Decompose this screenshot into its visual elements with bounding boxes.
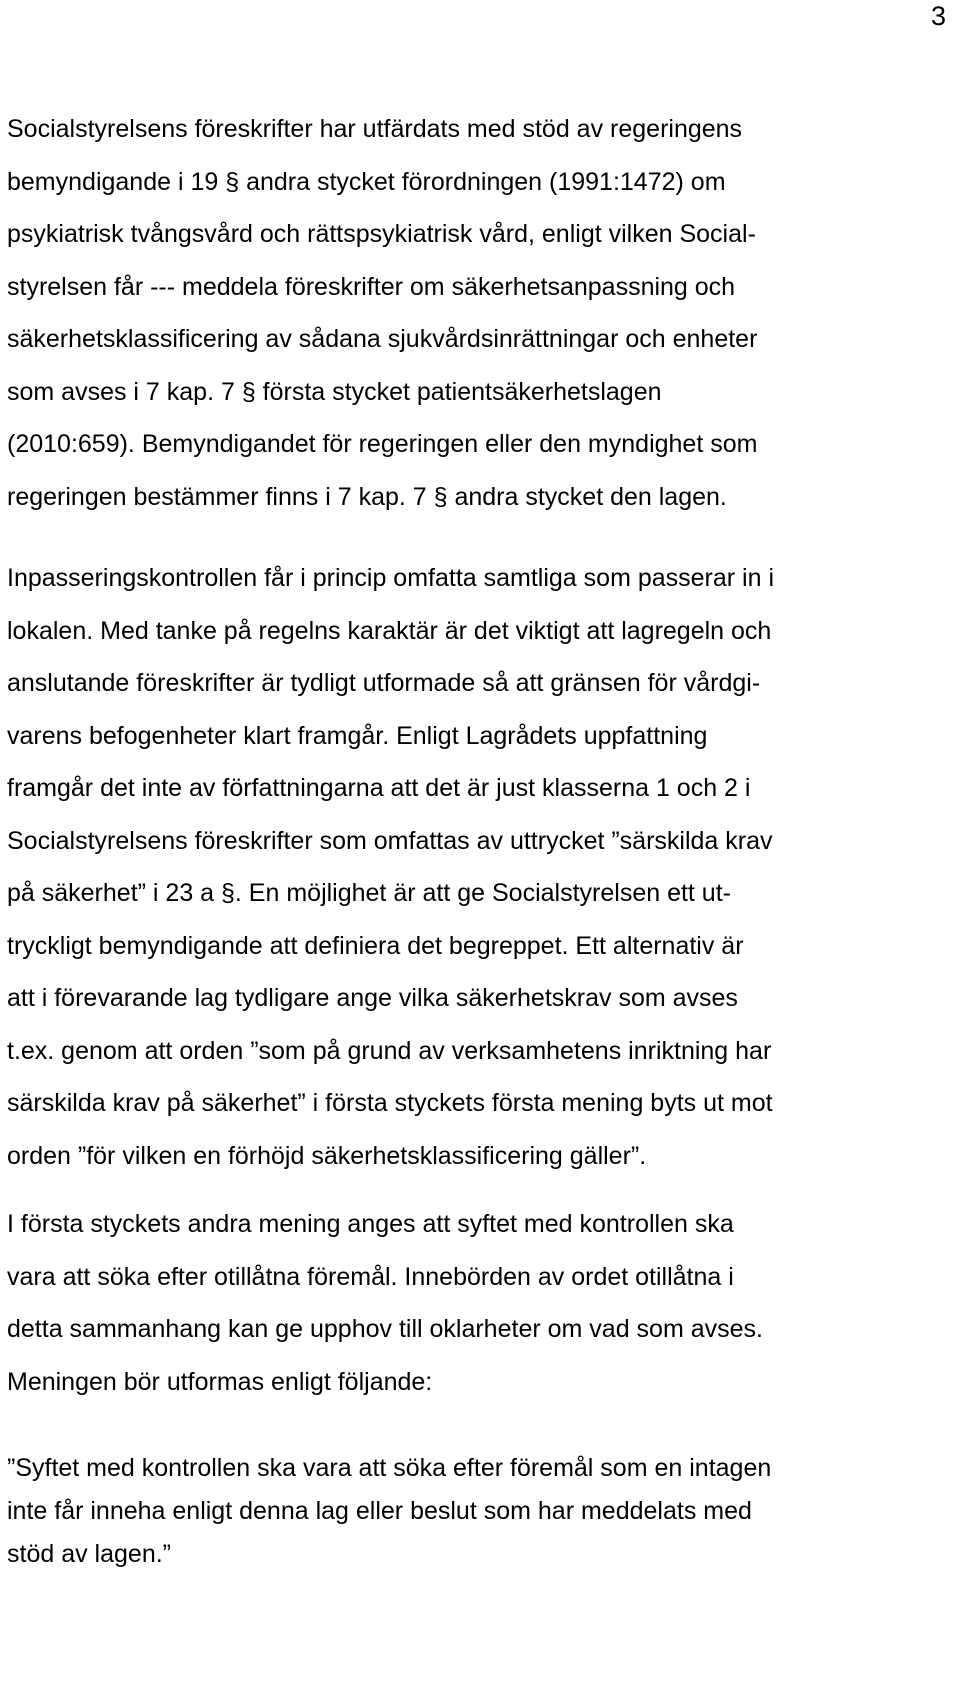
paragraph-2 — [7, 552, 957, 1182]
text-line: anslutande föreskrifter är tydligt utformade så att gränsen för vårdgi- — [7, 669, 761, 697]
text-line: regeringen bestämmer finns i 7 kap. 7 § andra stycket den lagen. — [7, 482, 727, 511]
text-line: varens befogenheter klart framgår. Enligt Lagrådets uppfattning — [7, 721, 708, 750]
text-line: I första styckets andra mening anges att syftet med kontrollen ska — [7, 1210, 734, 1238]
quoted-paragraph — [7, 1447, 957, 1576]
text-line: lokalen. Med tanke på regelns karaktär är det viktigt att lagregeln och — [7, 616, 772, 645]
text-line: framgår det inte av författningarna att det är just klasserna 1 och 2 i — [7, 774, 751, 802]
text-line: bemyndigande i 19 § andra stycket förordningen (1991:1472) om — [7, 167, 726, 196]
text-line: detta sammanhang kan ge upphov till oklarheter om vad som avses. — [7, 1315, 763, 1343]
text-line: t.ex. genom att orden ”som på grund av verksamhetens inriktning har — [7, 1036, 772, 1065]
page-number: 3 — [930, 1, 946, 31]
text-line: Meningen bör utformas enligt följande: — [7, 1367, 433, 1396]
text-line: särskilda krav på säkerhet” i första styckets första mening byts ut mot — [7, 1089, 773, 1117]
text-line: orden ”för vilken en förhöjd säkerhetsklassificering gäller”. — [7, 1141, 647, 1170]
text-line: ”Syftet med kontrollen ska vara att söka efter föremål som en intagen — [7, 1454, 772, 1482]
text-line: vara att söka efter otillåtna föremål. Innebörden av ordet otillåtna i — [7, 1262, 734, 1291]
text-line: (2010:659). Bemyndigandet för regeringen eller den myndighet som — [7, 430, 758, 458]
text-line: på säkerhet” i 23 a §. En möjlighet är att ge Socialstyrelsen ett ut- — [7, 879, 731, 907]
text-line: Inpasseringskontrollen får i princip omfatta samtliga som passerar in i — [7, 564, 775, 592]
text-line: inte får inneha enligt denna lag eller beslut som har meddelats med — [7, 1497, 752, 1525]
text-line: styrelsen får --- meddela föreskrifter om säkerhetsanpassning och — [7, 272, 736, 301]
text-line: tryckligt bemyndigande att definiera det begreppet. Ett alternativ är — [7, 931, 744, 960]
text-line: säkerhetsklassificering av sådana sjukvårdsinrättningar och enheter — [7, 325, 758, 353]
text-line: stöd av lagen.” — [7, 1540, 171, 1568]
paragraph-3 — [7, 1198, 957, 1408]
text-line: att i förevarande lag tydligare ange vilka säkerhetskrav som avses — [7, 984, 738, 1012]
paragraph-1 — [7, 103, 957, 523]
text-line: som avses i 7 kap. 7 § första stycket patientsäkerhetslagen — [7, 377, 662, 406]
text-line: psykiatrisk tvångsvård och rättspsykiatrisk vård, enligt vilken Social- — [7, 220, 756, 248]
text-line: Socialstyrelsens föreskrifter som omfattas av uttrycket ”särskilda krav — [7, 826, 773, 855]
text-line: Socialstyrelsens föreskrifter har utfärdats med stöd av regeringens — [7, 115, 743, 143]
